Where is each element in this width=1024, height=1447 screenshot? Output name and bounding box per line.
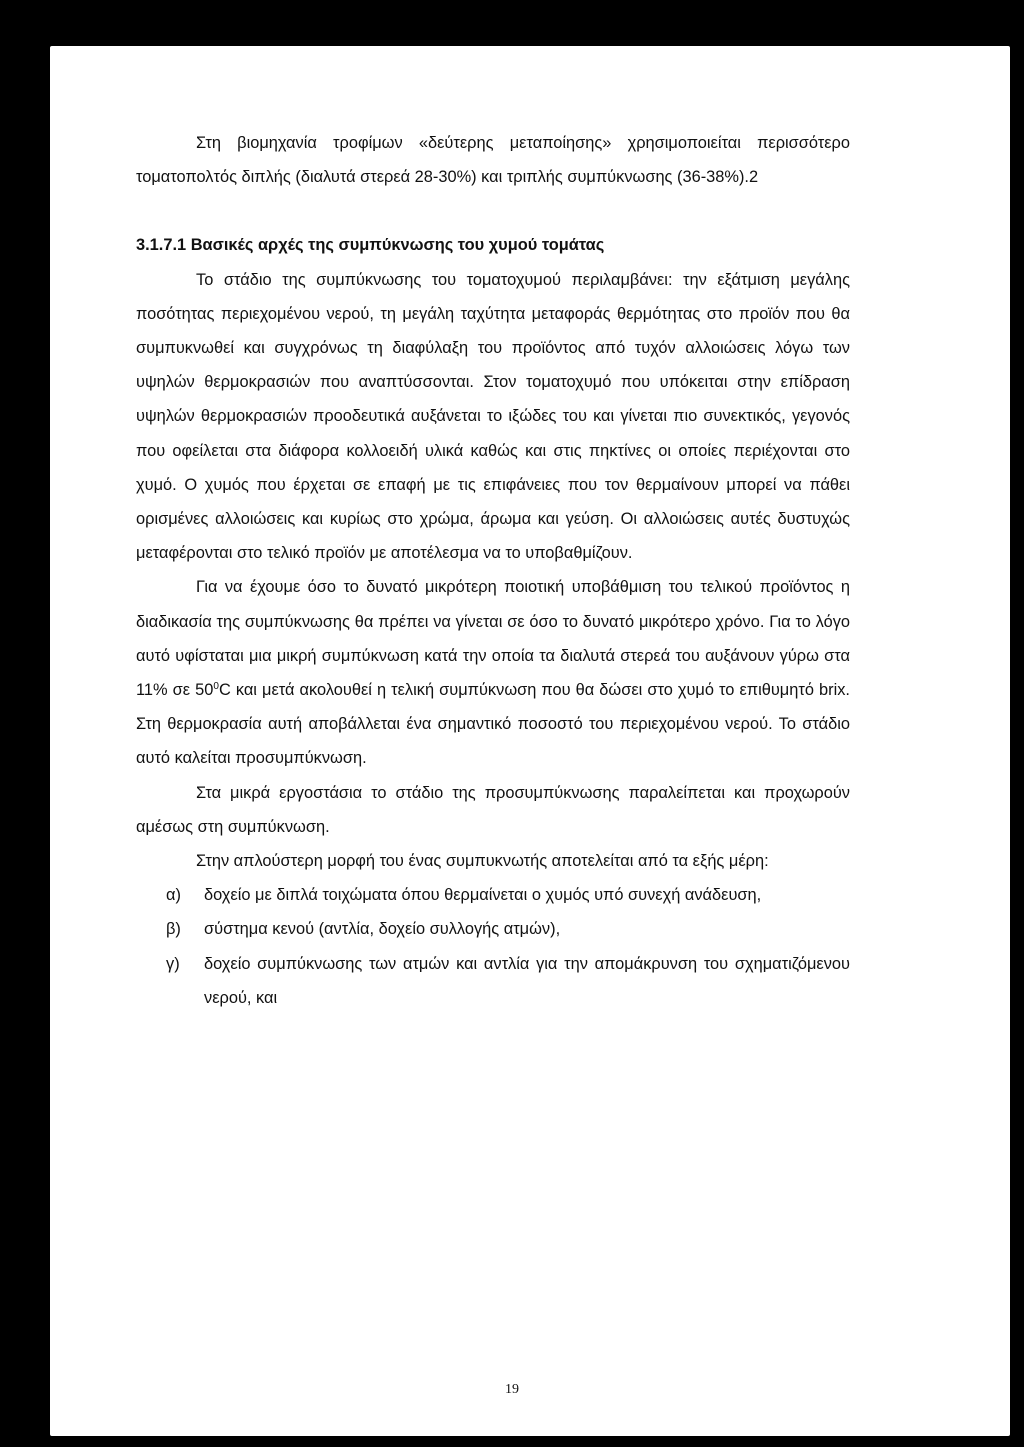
list-marker: β)	[166, 920, 181, 939]
paragraph-concentrator-parts: Στην απλούστερη μορφή του ένας συμπυκνωτής αποτελείται από τα εξής μέρη:	[196, 852, 769, 871]
degree-superscript: 0	[213, 681, 219, 693]
paragraph-text-part: C και μετά ακολουθεί η τελική συμπύκνωση που θα δώσει στο χυμό το επιθυμητό brix. Στη θερμοκρασία αυτή αποβάλλεται ένα σημαντικό ποσοστό του περιεχομένου νερού. Το στάδιο αυτό καλείται προσυμπύκνωση.	[136, 681, 850, 768]
list-item	[136, 912, 850, 946]
document-body	[136, 126, 850, 1015]
page-number: 19	[505, 1382, 519, 1397]
list-item-text: δοχείο συμπύκνωσης των ατμών και αντλία για την απομάκρυνση του σχηματιζόμενου νερού, και	[204, 954, 850, 1007]
section-title: Βασικές αρχές της συμπύκνωσης του χυμού τομάτας	[190, 236, 605, 255]
paragraph-pre-concentration	[136, 570, 850, 775]
list-marker: γ)	[166, 954, 180, 973]
paragraph-text-part: Για να έχουμε όσο το δυνατό μικρότερη ποιοτική υποβάθμιση του τελικού προϊόντος η διαδικασία της συμπύκνωσης θα πρέπει να γίνεται σε όσο το δυνατό μικρότερο χρόνο. Για το λόγο αυτό υφίσταται μια μικρή συμπύκνωση κατά την οποία τα διαλυτά στερεά του αυξάνουν γύρω στα 11% σε 50	[136, 578, 850, 700]
section-number: 3.1.7.1	[136, 236, 187, 255]
list-item	[136, 947, 850, 1015]
paragraph-small-factories: Στα μικρά εργοστάσια το στάδιο της προσυμπύκνωσης παραλείπεται και προχωρούν αμέσως στη συμπύκνωση.	[136, 783, 850, 836]
list-item	[136, 878, 850, 912]
list-item-text: σύστημα κενού (αντλία, δοχείο συλλογής ατμών),	[204, 920, 561, 939]
list-marker: α)	[166, 886, 181, 905]
section-heading	[136, 228, 850, 262]
intro-paragraph: Στη βιομηχανία τροφίμων «δεύτερης μεταποίησης» χρησιμοποιείται περισσότερο τοματοπολτός διπλής (διαλυτά στερεά 28-30%) και τριπλής συμπύκνωσης (36-38%).2	[136, 134, 850, 187]
parts-list	[136, 878, 850, 1015]
paragraph-concentration-stage: Το στάδιο της συμπύκνωσης του τοματοχυμού περιλαμβάνει: την εξάτμιση μεγάλης ποσότητας περιεχομένου νερού, τη μεγάλη ταχύτητα μεταφοράς θερμότητας στο προϊόν που θα συμπυκνωθεί και συγχρόνως τη διαφύλαξη του προϊόντος από τυχόν αλλοιώσεις λόγω των υψηλών θερμοκρασιών που αναπτύσσονται. Στον τοματοχυμό που υπόκειται στην επίδραση υψηλών θερμοκρασιών προοδευτικά αυξάνεται το ιξώδες του και γίνεται πιο συνεκτικός, γεγονός που οφείλεται στα διάφορα κολλοειδή υλικά καθώς και στις πηκτίνες οι οποίες περιέχονται στο χυμό. Ο χυμός που έρχεται σε επαφή με τις επιφάνειες που τον θερμαίνουν μπορεί να πάθει ορισμένες αλλοιώσεις και κυρίως στο χρώμα, άρωμα και γεύση. Οι αλλοιώσεις αυτές δυστυχώς μεταφέρονται στο τελικό προϊόν με αποτέλεσμα να το υποβαθμίζουν.	[136, 270, 850, 563]
list-item-text: δοχείο με διπλά τοιχώματα όπου θερμαίνεται ο χυμός υπό συνεχή ανάδευση,	[204, 886, 762, 905]
